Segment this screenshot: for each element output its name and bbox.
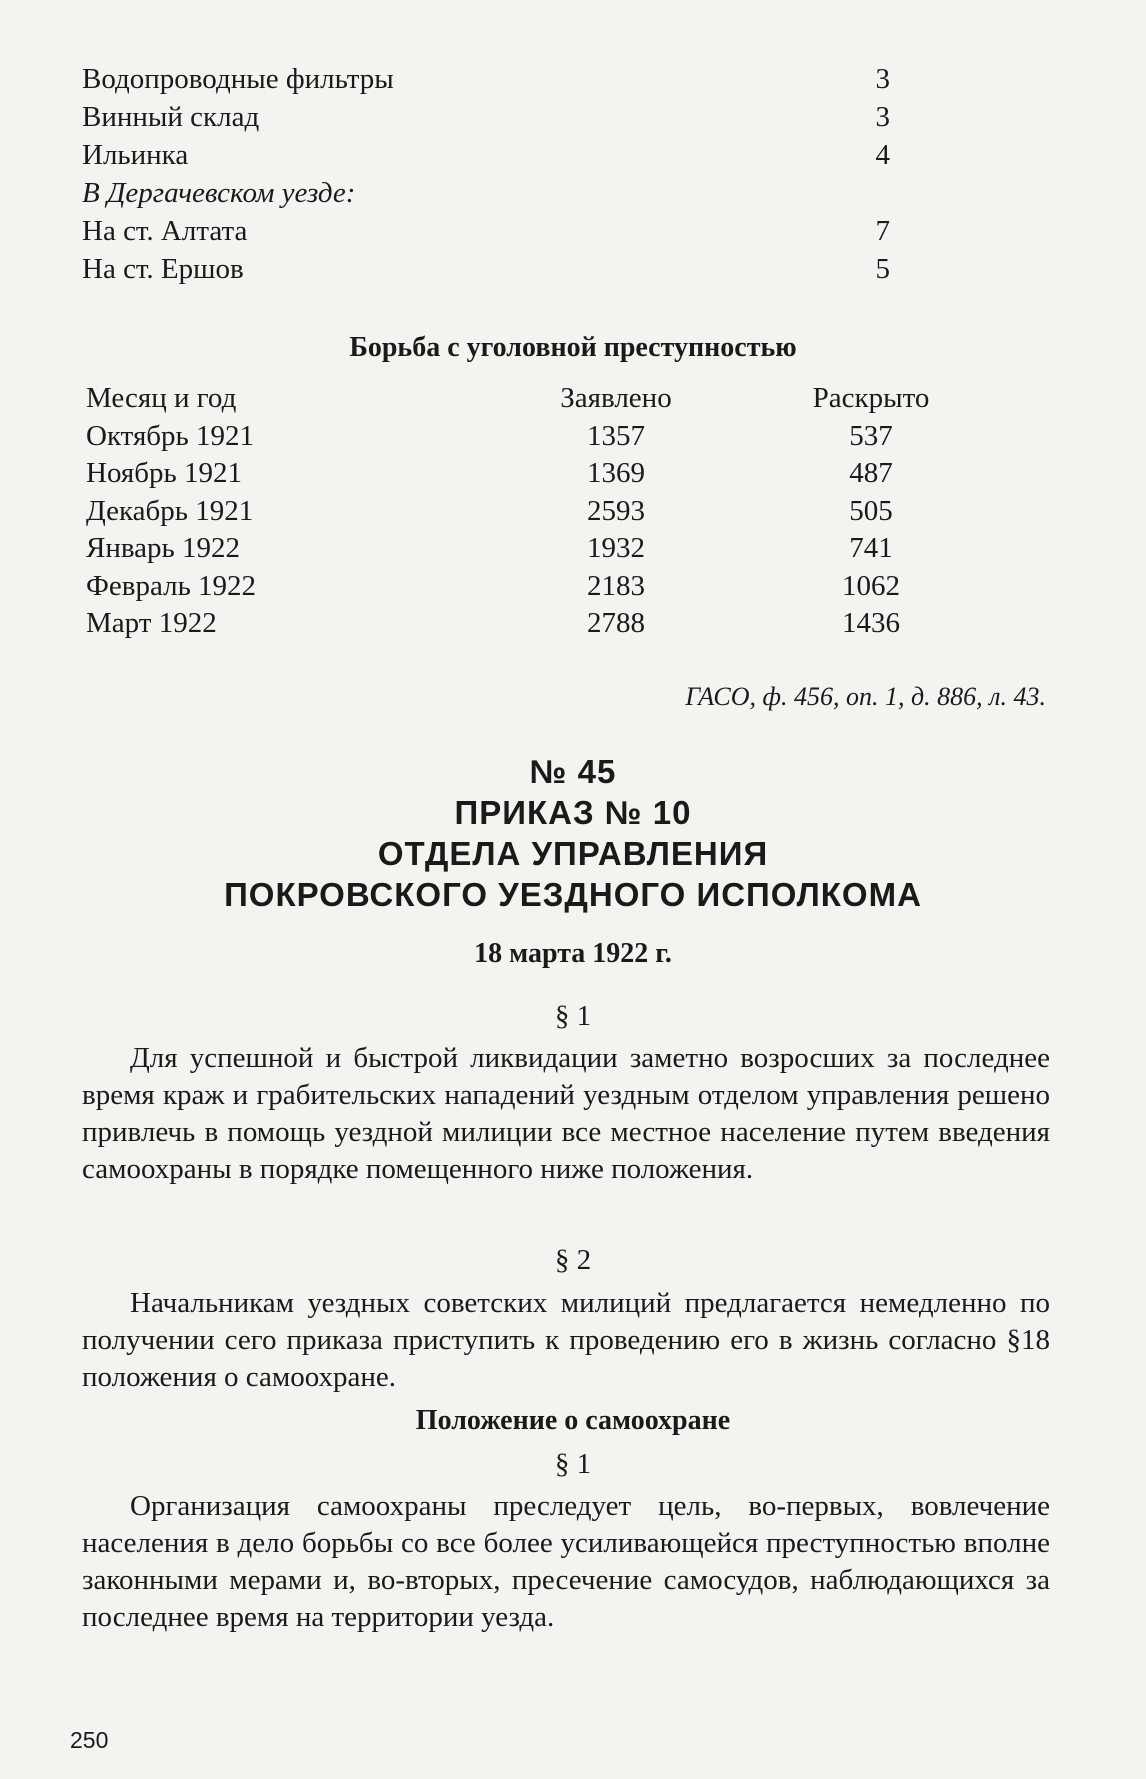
document-title-line2: ОТДЕЛА УПРАВЛЕНИЯ (377, 835, 769, 872)
cell-reported: 1369 (587, 457, 645, 489)
section-mark: § 1 (554, 1000, 592, 1032)
document-date: 18 марта 1922 г. (474, 938, 672, 969)
regulation-title: Положение о самоохране (415, 1405, 731, 1436)
location-count: 7 (875, 215, 890, 247)
document-title-line1: ПРИКАЗ № 10 (454, 794, 692, 831)
crime-table (86, 380, 936, 643)
table-row (86, 605, 936, 643)
crime-section-title: Борьба с уголовной преступностью (349, 332, 797, 363)
cell-month: Январь 1922 (86, 532, 241, 564)
location-label: На ст. Алтата (82, 215, 248, 247)
list-item (82, 136, 890, 174)
cell-month: Март 1922 (86, 607, 217, 639)
regulation-text: Организация самоохраны преследует цель, во-первых, вовлечение населения в дело борьбы со все более усиливающейся преступностью вполне законными мерами и, во-вторых, пресечение самосудов, наблюдающихся за последнее время на территории уезда. (82, 1490, 1050, 1633)
section-mark: § 2 (554, 1244, 592, 1276)
table-row (86, 530, 936, 568)
section-1-text: Для успешной и быстрой ликвидации заметно возросших за последнее время краж и грабительских нападений уездным отделом управления решено привлечь в помощь уездной милиции все местное население путем введения самоохраны в порядке помещенного ниже положения. (82, 1042, 1050, 1185)
header-month: Месяц и год (86, 382, 237, 414)
location-label: На ст. Ершов (82, 253, 244, 285)
list-item (82, 98, 890, 136)
cell-solved: 505 (849, 494, 893, 527)
location-label: Винный склад (82, 101, 260, 133)
table-header (86, 380, 936, 418)
cell-reported: 1357 (587, 419, 645, 452)
cell-solved: 1436 (842, 607, 900, 639)
header-reported: Заявлено (560, 382, 672, 414)
cell-month: Октябрь 1921 (86, 419, 255, 452)
cell-solved: 1062 (842, 569, 900, 602)
location-count: 3 (875, 63, 890, 95)
archive-source: ГАСО, ф. 456, оп. 1, д. 886, л. 43. (685, 682, 1046, 711)
list-item (82, 60, 890, 98)
page-number: 250 (70, 1727, 109, 1753)
document-number: № 45 (529, 753, 617, 790)
table-row (86, 493, 936, 531)
location-count: 4 (875, 139, 890, 171)
list-item (82, 250, 890, 288)
cell-solved: 537 (849, 419, 893, 452)
cell-reported: 2183 (587, 569, 645, 602)
cell-solved: 487 (849, 457, 893, 489)
cell-month: Декабрь 1921 (86, 494, 254, 527)
district-heading (82, 174, 890, 212)
cell-month: Ноябрь 1921 (86, 457, 242, 489)
cell-reported: 2593 (587, 494, 645, 527)
location-count: 5 (875, 253, 890, 285)
table-row (86, 568, 936, 606)
document-title-line3: ПОКРОВСКОГО УЕЗДНОГО ИСПОЛКОМА (224, 876, 922, 913)
list-item (82, 212, 890, 250)
cell-reported: 1932 (587, 532, 645, 564)
district-label: В Дергачевском уезде: (82, 177, 356, 209)
cell-solved: 741 (849, 532, 893, 564)
location-label: Водопроводные фильтры (82, 63, 394, 95)
location-count: 3 (875, 101, 890, 133)
table-row (86, 418, 936, 456)
section-mark: § 1 (554, 1448, 592, 1480)
location-label: Ильинка (82, 139, 189, 171)
location-list (82, 60, 890, 288)
table-row (86, 455, 936, 493)
cell-reported: 2788 (587, 607, 645, 639)
header-solved: Раскрыто (812, 382, 930, 414)
section-2-text: Начальникам уездных советских милиций предлагается немедленно по получении сего приказа приступить к проведению его в жизнь согласно §18 положения о самоохране. (82, 1287, 1050, 1393)
cell-month: Февраль 1922 (86, 569, 257, 602)
